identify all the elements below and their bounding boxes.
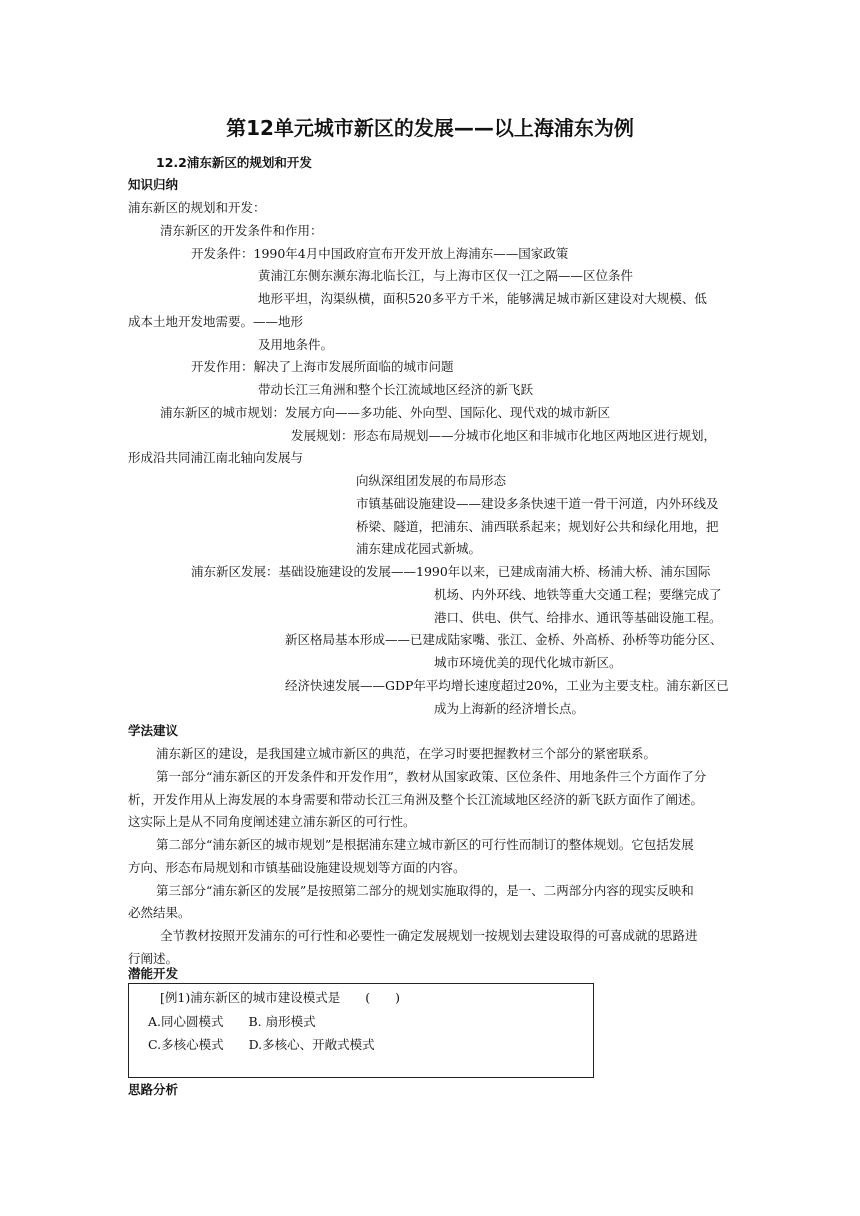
example-question: [例1)浦东新区的城市建设模式是 ( ): [160, 990, 400, 1005]
knowledge-line: 经济快速发展——GDP年平均增长速度超过20%，工业为主要支柱。浦东新区已: [285, 678, 729, 693]
advice-line: 这实际上是从不同角度阐述建立浦东新区的可行性。: [128, 814, 416, 829]
knowledge-line: 成本土地开发地需要。——地形: [128, 314, 304, 329]
heading-study-advice: 学法建议: [128, 723, 179, 738]
knowledge-line: 及用地条件。: [258, 337, 334, 352]
knowledge-line: 桥梁、隧道，把浦东、浦西联系起来；规划好公共和绿化用地，把: [356, 519, 719, 534]
knowledge-line: 开发条件：1990年4月中国政府宣布开发开放上海浦东——国家政策: [191, 246, 569, 261]
example-options-row2: C.多核心模式 D.多核心、开敞式模式: [148, 1037, 375, 1052]
knowledge-line: 形成沿共同浦江南北轴向发展与: [128, 450, 304, 465]
advice-line: 行阐述。: [128, 951, 179, 966]
knowledge-line: 机场、内外环线、地铁等重大交通工程；要继完成了: [434, 587, 722, 602]
knowledge-line: 城市环境优美的现代化城市新区。: [434, 655, 622, 670]
knowledge-line: 发展规划：形态布局规划——分城市化地区和非城市化地区两地区进行规划，: [291, 428, 717, 443]
knowledge-line: 浦东新区发展：基础设施建设的发展——1990年以来，已建成南浦大桥、杨浦大桥、浦东国际: [191, 564, 711, 579]
advice-line: 第一部分“浦东新区的开发条件和开发作用”，教材从国家政策、区位条件、用地条件三个方面作了分: [156, 769, 707, 784]
advice-line: 全节教材按照开发浦东的可行性和必要性一确定发展规划一按规划去建设取得的可喜成就的思路进: [160, 928, 698, 943]
knowledge-line: 开发作用：解决了上海市发展所面临的城市问题: [191, 359, 454, 374]
knowledge-line: 黄浦江东侧东濒东海北临长江，与上海市区仅一江之隔——区位条件: [258, 268, 634, 283]
knowledge-line: 成为上海新的经济增长点。: [434, 701, 585, 716]
knowledge-line: 港口、供电、供气、给排水、通讯等基础设施工程。: [434, 610, 722, 625]
heading-solution-analysis: 思路分析: [128, 1082, 179, 1097]
knowledge-line: 市镇基础设施建设——建设多条快速干道一骨干河道，内外环线及: [356, 496, 719, 511]
heading-knowledge-summary: 知识归纳: [128, 177, 179, 192]
knowledge-line: 清东新区的开发条件和作用：: [160, 223, 323, 238]
advice-line: 浦东新区的建设，是我国建立城市新区的典范，在学习时要把握教材三个部分的紧密联系。: [156, 746, 657, 761]
knowledge-line: 带动长江三角洲和整个长江流域地区经济的新飞跃: [258, 382, 534, 397]
knowledge-line: 向纵深组团发展的布局形态: [356, 473, 507, 488]
knowledge-line: 地形平坦，沟渠纵横，面积520多平方千米，能够满足城市新区建设对大规模、低: [258, 291, 707, 306]
section-subtitle: 12.2浦东新区的规划和开发: [156, 155, 312, 170]
knowledge-line: 浦东新区的城市规划：发展方向——多功能、外向型、国际化、现代戏的城市新区: [160, 405, 611, 420]
example-options-row1: A.同心圆模式 B. 扇形模式: [148, 1014, 316, 1029]
knowledge-line: 浦东新区的规划和开发：: [128, 200, 266, 215]
knowledge-line: 浦东建成花园式新城。: [356, 541, 482, 556]
knowledge-line: 新区格局基本形成——已建成陆家嘴、张江、金桥、外高桥、孙桥等功能分区、: [285, 632, 723, 647]
heading-potential-development: 潜能开发: [128, 966, 179, 981]
page-title: 第12单元城市新区的发展——以上海浦东为例: [226, 116, 634, 140]
advice-line: 第二部分“浦东新区的城市规划”是根据浦东建立城市新区的可行性而制订的整体规划。它包括发展: [156, 837, 694, 852]
advice-line: 析，开发作用从上海发展的本身需要和带动长江三角洲及整个长江流域地区经济的新飞跃方面作了阐述。: [128, 792, 704, 807]
advice-line: 方向、形态布局规划和市镇基础设施建设规划等方面的内容。: [128, 860, 466, 875]
advice-line: 第三部分“浦东新区的发展”是按照第二部分的规划实施取得的，是一、二两部分内容的现实反映和: [156, 883, 694, 898]
advice-line: 必然结果。: [128, 905, 191, 920]
